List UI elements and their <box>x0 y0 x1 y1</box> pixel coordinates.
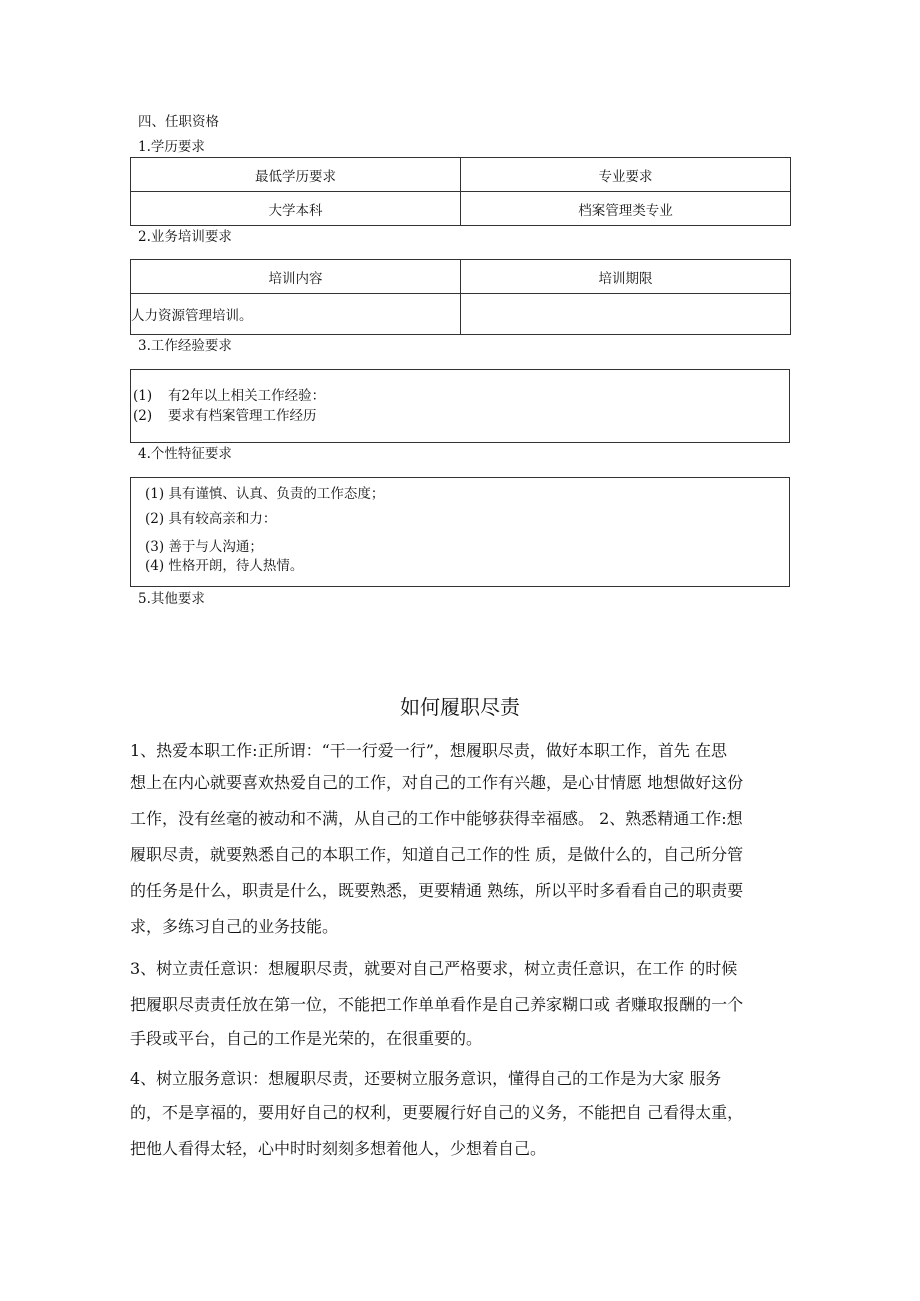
article-line: 把履职尽责责任放在第一位，不能把工作单单看作是自己养家糊口或 者赚取报酬的一个 <box>130 995 744 1014</box>
personality-box <box>130 477 790 587</box>
article-line: 1、热爱本职工作:正所谓：“干一行爱一行”，想履职尽责，做好本职工作，首先 在思 <box>130 741 728 760</box>
experience-item-1-text: 有2年以上相关工作经验： <box>168 388 326 404</box>
experience-heading: 3.工作经验要求 <box>138 338 232 354</box>
article-line: 的，不是享福的，要用好自己的权利，更要履行好自己的义务，不能把自 己看得太重， <box>130 1103 744 1122</box>
experience-item-2-num: (2) <box>133 408 153 424</box>
article-line: 4、树立服务意识：想履职尽责，还要树立服务意识，懂得自己的工作是为大家 服务 <box>130 1069 722 1088</box>
education-header-row <box>131 158 791 192</box>
article-line: 把他人看得太轻，心中时时刻刻多想着他人，少想着自己。 <box>130 1139 547 1158</box>
education-table <box>130 157 791 226</box>
education-data-row <box>131 192 791 226</box>
training-heading: 2.业务培训要求 <box>138 229 232 245</box>
personality-item-1: (1) 具有谨慎、认真、负责的工作态度； <box>145 486 385 502</box>
personality-item-2: (2) 具有较高亲和力： <box>145 511 277 527</box>
training-table <box>130 259 791 335</box>
experience-item-1-num: (1) <box>133 388 153 404</box>
section-heading: 四、任职资格 <box>138 114 219 130</box>
personality-item-4: (4) 性格开朗，待人热情。 <box>145 558 304 574</box>
article-line: 手段或平台，自己的工作是光荣的，在很重要的。 <box>130 1029 483 1048</box>
education-min-degree: 大学本科 <box>131 192 461 226</box>
education-header-major: 专业要求 <box>461 158 791 192</box>
personality-item-3: (3) 善于与人沟通； <box>145 539 263 555</box>
training-header-duration: 培训期限 <box>461 260 791 294</box>
personality-heading: 4.个性特征要求 <box>138 446 232 462</box>
article-line: 求，多练习自己的业务技能。 <box>130 917 339 936</box>
other-heading: 5.其他要求 <box>138 591 205 607</box>
training-content: 人力资源管理培训。 <box>131 294 461 335</box>
training-duration <box>461 294 791 335</box>
training-data-row <box>131 294 791 335</box>
article-line: 3、树立责任意识：想履职尽责，就要对自己严格要求，树立责任意识，在工作 的时候 <box>130 959 738 978</box>
experience-box <box>130 369 790 443</box>
training-header-row <box>131 260 791 294</box>
article-line: 想上在内心就要喜欢热爱自己的工作，对自己的工作有兴趣，是心甘情愿 地想做好这份 <box>130 773 744 792</box>
education-heading: 1.学历要求 <box>138 139 205 155</box>
education-major: 档案管理类专业 <box>461 192 791 226</box>
article-line: 履职尽责，就要熟悉自己的本职工作，知道自己工作的性 质，是做什么的，自己所分管 <box>130 845 744 864</box>
article-title: 如何履职尽责 <box>400 695 520 719</box>
education-header-min-degree: 最低学历要求 <box>131 158 461 192</box>
training-header-content: 培训内容 <box>131 260 461 294</box>
experience-item-2-text: 要求有档案管理工作经历 <box>168 408 317 424</box>
article-line: 工作，没有丝毫的被动和不满，从自己的工作中能够获得幸福感。 2、熟悉精通工作:想 <box>130 809 743 828</box>
article-line: 的任务是什么，职责是什么，既要熟悉，更要精通 熟练，所以平时多看看自己的职责要 <box>130 881 744 900</box>
